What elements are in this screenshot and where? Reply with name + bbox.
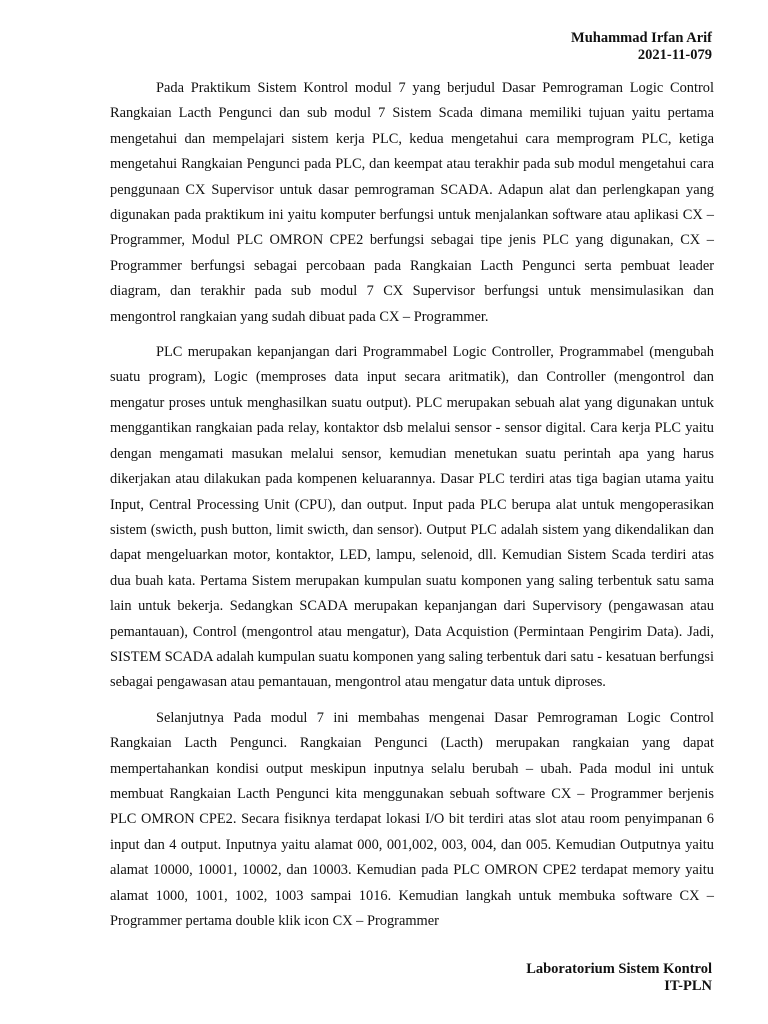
paragraph-plc-scada: PLC merupakan kepanjangan dari Programmabel Logic Controller, Programmabel (mengubah suatu program), Logic (memproses data input secara aritmatik), dan Controller (mengontrol dan mengatur proses untuk menghasilkan suatu output). PLC merupakan sebuah alat yang digunakan untuk menggantikan rangkaian pada relay, kontaktor dsb melalui sensor - sensor digital. Cara kerja PLC yaitu dengan mengamati masukan melalui sensor, kemudian menetukan suatu perintah apa yang harus dikerjakan atau dilakukan pada kompenen keluarannya. Dasar PLC terdiri atas tiga bagian utama yaitu Input, Central Processing Unit (CPU), dan output. Input pada PLC berupa alat untuk mengoperasikan sistem (swicth, push button, limit swicth, dan sensor). Output PLC adalah sistem yang dikendalikan dan dapat mengeluarkan motor, kontaktor, LED, lampu, selenoid, dll. Kemudian Sistem Scada terdiri atas dua buah kata. Pertama Sistem merupakan kumpulan suatu komponen yang saling terbentuk satu sama lain untuk bekerja. Sedangkan SCADA merupakan kepanjangan dari Supervisory (pengawasan atau pemantauan), Control (mengontrol atau mengatur), Data Acquistion (Permintaan Pengirim Data). Jadi, SISTEM SCADA adalah kumpulan suatu komponen yang saling terbentuk dari satu - kesatuan berfungsi sebagai pengawasan atau pemantauan, mengontrol atau mengatur data untuk diproses. [110, 344, 714, 691]
lab-name: Laboratorium Sistem Kontrol [526, 961, 712, 977]
paragraph-intro: Pada Praktikum Sistem Kontrol modul 7 yang berjudul Dasar Pemrograman Logic Control Rangkaian Lacth Pengunci dan sub modul 7 Sistem Scada dimana memiliki tujuan yaitu pertama mengetahui dan mempelajari sistem kerja PLC, kedua mengetahui cara memprogram PLC, ketiga mengetahui Rangkaian Pengunci pada PLC, dan keempat atau terakhir pada sub modul mengetahui cara penggunaan CX Supervisor untuk dasar pemrograman SCADA. Adapun alat dan perlengkapan yang digunakan pada praktikum ini yaitu komputer berfungsi untuk menjalankan software atau aplikasi CX – Programmer, Modul PLC OMRON CPE2 berfungsi sebagai tipe jenis PLC yang digunakan, CX – Programmer berfungsi sebagai percobaan pada Rangkaian Lacth Pengunci serta pembuat leader diagram, dan terakhir pada sub modul 7 CX Supervisor berfungsi untuk mensimulasikan dan mengontrol rangkaian yang sudah dibuat pada CX – Programmer. [110, 80, 714, 325]
page-footer [526, 961, 712, 995]
author-name: Muhammad Irfan Arif [571, 30, 712, 46]
paragraph-latch-circuit: Selanjutnya Pada modul 7 ini membahas mengenai Dasar Pemrograman Logic Control Rangkaian Lacth Pengunci. Rangkaian Pengunci (Lacth) merupakan rangkaian yang dapat mempertahankan kondisi output meskipun inputnya selalu berubah – ubah. Pada modul ini untuk membuat Rangkaian Lacth Pengunci kita menggunakan sebuah software CX – Programmer berjenis PLC OMRON CPE2. Secara fisiknya terdapat lokasi I/O bit terdiri atas slot atau room penyimpanan 6 input dan 4 output. Inputnya yaitu alamat 000, 001,002, 003, 004, dan 005. Kemudian Outputnya yaitu alamat 10000, 10001, 10002, dan 10003. Kemudian pada PLC OMRON CPE2 terdapat memory yaitu alamat 1000, 1001, 1002, 1003 sampai 1016. Kemudian langkah untuk membuka software CX – Programmer pertama double klik icon CX – Programmer [110, 709, 714, 929]
page-header [571, 30, 712, 64]
institution-name: IT-PLN [664, 978, 712, 994]
document-body [110, 76, 714, 934]
student-id: 2021-11-079 [637, 47, 712, 63]
